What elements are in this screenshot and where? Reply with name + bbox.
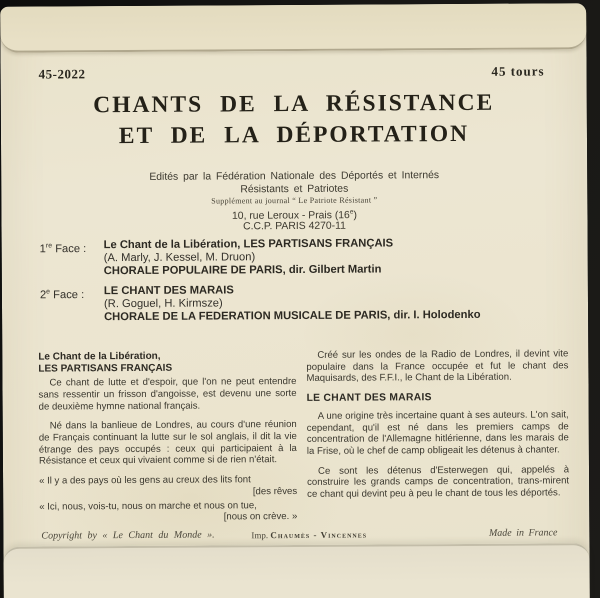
face-2-word: Face : <box>53 289 85 302</box>
face-1-block <box>40 236 580 279</box>
left-column-heading <box>38 350 296 375</box>
face-1-word: Face : <box>55 243 87 256</box>
album-title-line2: ET DE LA DÉPORTATION <box>118 120 470 150</box>
face-1-authors: (A. Marly, J. Kessel, M. Druon) <box>103 251 256 265</box>
face-1-sup: re <box>45 242 53 250</box>
left-heading-line2: LES PARTISANS FRANÇAIS <box>38 362 173 375</box>
face-1-title: Le Chant de la Libération, LES PARTISANS FRANÇAIS <box>103 237 394 252</box>
face-1-choir: CHORALE POPULAIRE DE PARIS, dir. Gilbert Martin <box>103 263 382 278</box>
face-2-body <box>104 282 580 325</box>
printer-credit <box>251 530 367 541</box>
publisher-ccp: C.C.P. PARIS 4270-11 <box>243 221 346 233</box>
publisher-journal-note: Supplément au journal “ Le Patriote Résistant ” <box>211 195 378 206</box>
right-paragraph-1: Créé sur les ondes de la Radio de Londres, il devint vite populaire dans la France occupée et fut le chant des Maquisards, des F.F.I., le Chant de la Libération. <box>306 348 569 385</box>
face-1-num: 1 <box>39 243 46 256</box>
copyright-notice: Copyright by « Le Chant du Monde ». <box>41 529 215 542</box>
face-2-block <box>40 282 580 325</box>
publisher-line2: Résistants et Patriotes <box>240 183 349 195</box>
face-2-num: 2 <box>39 289 47 302</box>
verse-1-carry: [des rêves <box>252 485 298 498</box>
verse-line-2 <box>39 500 297 525</box>
face-1-body <box>104 236 580 279</box>
publisher-address-sup: e <box>349 208 354 216</box>
verse-1-text: « Il y a des pays où les gens au creux des lits font <box>39 474 251 487</box>
record-sleeve-back <box>0 3 590 598</box>
publisher-block <box>1 169 587 235</box>
printer-name: Chaumès - Vincennes <box>270 529 368 541</box>
liner-notes-right-column <box>306 348 569 508</box>
left-paragraph-2: Né dans la banlieue de Londres, au cours d'une réunion de Français continuant la lutte sur le sol anglais, il dit la vie étrange des pays occupés : ceux qui participaient à la Résistance et ceux qui vivaient comme si de rien n'était. <box>38 419 297 467</box>
left-heading-line1: Le Chant de la Libération, <box>38 350 161 363</box>
face-2-title: LE CHANT DES MARAIS <box>103 284 234 298</box>
catalog-number: 45-2022 <box>38 66 86 82</box>
album-title <box>1 87 587 153</box>
publisher-address-post: ) <box>353 209 357 221</box>
publisher-address-pre: 10, rue Leroux - Prais (16 <box>231 209 350 222</box>
right-paragraph-2: A une origine très incertaine quant à ses auteurs. L'on sait, cependant, qu'il est né dans les premiers camps de concentration de l'Allemagne hitlérienne, dans les marais de la Frise, où le chef de camp obligeait les détenus à chanter. <box>306 409 569 457</box>
face-2-choir: CHORALE DE LA FEDERATION MUSICALE DE PARIS, dir. I. Holodenko <box>104 309 481 324</box>
face-2-label <box>40 285 84 302</box>
verse-2-text: « Ici, nous, vois-tu, nous on marche et nous on tue, <box>39 499 257 513</box>
publisher-line1: Edités par la Fédération Nationale des Déportés et Internés <box>149 170 440 183</box>
verse-line-1 <box>39 474 297 499</box>
left-paragraph-1: Ce chant de lutte et d'espoir, que l'on ne peut entendre sans ressentir un frisson d'angoisse, est devenu une sorte de deuxième hymne national français. <box>38 376 297 413</box>
printer-prefix: Imp. <box>251 530 269 541</box>
format-label: 45 tours <box>491 63 545 79</box>
face-1-label <box>40 239 87 256</box>
face-2-sup: e <box>46 288 51 296</box>
album-title-line1: CHANTS DE LA RÉSISTANCE <box>93 89 495 119</box>
face-2-authors: (R. Goguel, H. Kirmsze) <box>103 297 223 311</box>
right-paragraph-3: Ce sont les détenus d'Esterwegen qui, appelés à construire les grands camps de concentration, trans-mirent ce chant qui devint peu à peu le chant de tous les déportés. <box>307 463 570 500</box>
liner-notes-left-column <box>38 350 297 524</box>
sleeve-content <box>0 3 590 598</box>
verse-2-carry: [nous on crève. » <box>223 511 298 523</box>
made-in-france-label: Made in France <box>488 527 558 539</box>
right-column-heading: LE CHANT DES MARAIS <box>306 392 432 405</box>
